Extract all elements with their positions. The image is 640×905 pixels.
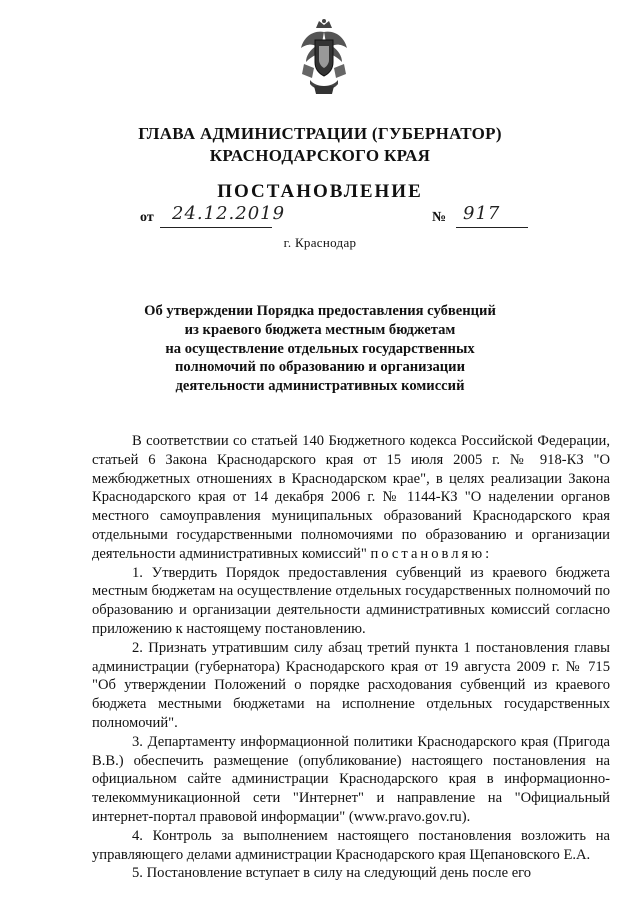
title-line: из краевого бюджета местным бюджетам bbox=[184, 321, 456, 338]
decree-word: постановляю: bbox=[370, 545, 493, 562]
title-line: на осуществление отдельных государственных bbox=[165, 340, 475, 357]
document-type-heading: ПОСТАНОВЛЕНИЕ bbox=[217, 181, 423, 202]
preamble-paragraph bbox=[92, 432, 610, 564]
date-label: от bbox=[140, 210, 154, 225]
clause-paragraph: 2. Признать утратившим силу абзац третий пункта 1 постановления главы администрации (губернатора) Краснодарского края от 19 августа 2009 г. № 715 "Об утверждении Положений о порядке расходования субвенций из краевого бюджета местными бюджетами на исполнение отдельных государственных полномочий". bbox=[92, 639, 610, 731]
coat-of-arms-emblem bbox=[298, 18, 350, 96]
title-line: Об утверждении Порядка предоставления субвенций bbox=[144, 303, 496, 319]
city-name: г. Краснодар bbox=[283, 235, 357, 250]
number-label: № bbox=[432, 210, 447, 225]
document-title bbox=[140, 302, 500, 396]
authority-name-line1: ГЛАВА АДМИНИСТРАЦИИ (ГУБЕРНАТОР) bbox=[138, 124, 502, 143]
handwritten-date: 24.12.2019 bbox=[172, 203, 286, 224]
date-underline bbox=[160, 227, 272, 228]
title-line: деятельности административных комиссий bbox=[175, 378, 465, 395]
authority-name-line2: КРАСНОДАРСКОГО КРАЯ bbox=[209, 146, 431, 165]
title-line: полномочий по образованию и организации bbox=[175, 359, 465, 376]
clause-paragraph: 5. Постановление вступает в силу на следующий день после его bbox=[132, 865, 532, 882]
clause-paragraph: 3. Департаменту информационной политики Краснодарского края (Пригода В.В.) обеспечить размещение (опубликование) настоящего постановления на официальном сайте администрации Краснодарского края в информационно-телекоммуникационной сети "Интернет" и направление на "Официальный интернет-портал правовой информации" (www.pravo.gov.ru). bbox=[92, 733, 610, 825]
clause-paragraph: 1. Утвердить Порядок предоставления субвенций из краевого бюджета местным бюджетам на осуществление отдельных государственных полномочий по образованию и организации деятельности административных комиссий согласно приложению к настоящему постановлению. bbox=[92, 564, 610, 637]
preamble-text: В соответствии со статьей 140 Бюджетного кодекса Российской Федерации, статьей 6 Закона Краснодарского края от 15 июля 2005 г. № 918-КЗ "О межбюджетных отношениях в Краснодарском крае", в целях реализации Закона Краснодарского края от 14 декабря 2006 г. № 1144-КЗ "О наделении органов местного самоуправления муниципальных образований Краснодарского края отдельными государственными полномочиями по образованию и организации деятельности административных комиссий" bbox=[92, 433, 610, 562]
document-body bbox=[92, 432, 610, 883]
number-underline bbox=[456, 227, 528, 228]
clause-paragraph: 4. Контроль за выполнением настоящего постановления возложить на управляющего делами администрации Краснодарского края Щепановского Е.А. bbox=[92, 827, 610, 863]
handwritten-number: 917 bbox=[463, 203, 501, 224]
